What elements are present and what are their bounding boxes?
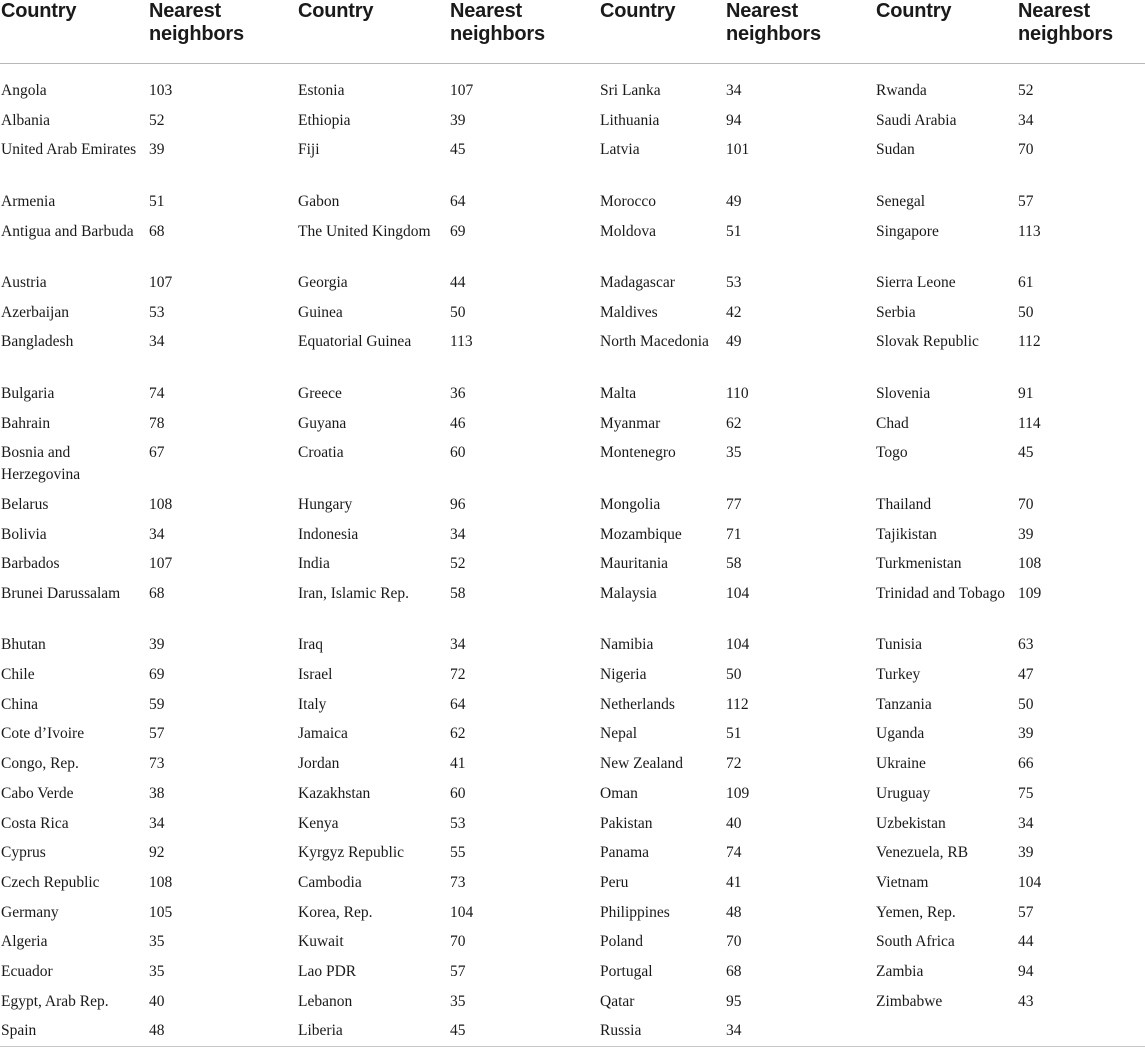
nearest-neighbors-cell: 35 — [149, 933, 165, 951]
nearest-neighbors-cell: 53 — [450, 814, 466, 832]
country-cell: Vietnam — [876, 873, 929, 891]
country-cell: Germany — [1, 903, 59, 921]
nearest-neighbors-cell: 75 — [1018, 784, 1034, 802]
country-cell: Egypt, Arab Rep. — [1, 992, 109, 1010]
nearest-neighbors-cell: 74 — [726, 844, 742, 862]
table-row — [0, 494, 1145, 524]
nearest-neighbors-cell: 114 — [1018, 414, 1041, 432]
table-row — [0, 331, 1145, 383]
country-cell: United Arab Emirates — [1, 141, 137, 159]
country-cell: Albania — [1, 111, 51, 129]
country-cell: Iraq — [298, 636, 323, 654]
country-cell: Liberia — [298, 1022, 343, 1040]
table-row — [0, 583, 1145, 635]
country-cell: Algeria — [1, 933, 48, 951]
nearest-neighbors-cell: 91 — [1018, 384, 1034, 402]
table-row — [0, 442, 1145, 494]
country-cell: Armenia — [1, 192, 56, 210]
country-cell: Montenegro — [600, 444, 676, 462]
country-cell: Bulgaria — [1, 384, 55, 402]
nearest-neighbors-cell: 50 — [1018, 303, 1034, 321]
nearest-neighbors-cell: 63 — [1018, 636, 1034, 654]
country-cell: Thailand — [876, 495, 932, 513]
country-cell: Ukraine — [876, 755, 926, 773]
nearest-neighbors-cell: 45 — [450, 1022, 466, 1040]
nearest-neighbors-cell: 44 — [450, 274, 466, 292]
nearest-neighbors-cell: 34 — [1018, 111, 1034, 129]
nearest-neighbors-cell: 68 — [149, 222, 165, 240]
nearest-neighbors-cell: 112 — [726, 695, 749, 713]
country-cell: Cabo Verde — [1, 784, 74, 802]
nearest-neighbors-cell: 103 — [149, 82, 173, 99]
nearest-neighbors-cell: 34 — [149, 814, 165, 832]
header-nearest-neighbors: Nearest neighbors — [1017, 0, 1145, 64]
country-cell: Belarus — [1, 495, 49, 513]
table-row — [0, 842, 1145, 872]
table-row — [0, 413, 1145, 443]
country-cell: Uzbekistan — [876, 814, 946, 832]
country-cell: Israel — [298, 666, 333, 684]
table-row — [0, 553, 1145, 583]
nearest-neighbors-cell: 41 — [450, 755, 466, 773]
country-cell: Croatia — [298, 444, 344, 462]
country-cell: Latvia — [600, 141, 640, 159]
nearest-neighbors-cell: 44 — [1018, 933, 1034, 951]
country-cell: Lebanon — [298, 992, 353, 1010]
country-cell: Malta — [600, 384, 637, 402]
country-cell: Yemen, Rep. — [876, 903, 956, 921]
country-cell: Czech Republic — [1, 873, 100, 891]
table-row — [0, 664, 1145, 694]
nearest-neighbors-cell: 104 — [450, 903, 474, 921]
country-cell: Pakistan — [600, 814, 653, 832]
nearest-neighbors-cell: 57 — [1018, 192, 1034, 210]
nearest-neighbors-cell: 40 — [726, 814, 742, 832]
table-row — [0, 272, 1145, 302]
country-cell: Lithuania — [600, 111, 660, 129]
nearest-neighbors-cell: 58 — [726, 555, 742, 573]
header-country: Country — [875, 0, 1017, 64]
country-cell: Turkey — [876, 666, 921, 684]
header-nearest-neighbors: Nearest neighbors — [449, 0, 599, 64]
nearest-neighbors-cell: 50 — [1018, 695, 1034, 713]
country-cell: Azerbaijan — [1, 303, 69, 321]
nearest-neighbors-cell: 55 — [450, 844, 466, 862]
country-cell: Tunisia — [876, 636, 922, 654]
country-cell: Qatar — [600, 992, 635, 1010]
country-cell: Morocco — [600, 192, 656, 210]
nearest-neighbors-cell: 69 — [450, 222, 466, 240]
nearest-neighbors-cell: 52 — [1018, 82, 1034, 99]
nearest-neighbors-cell: 34 — [450, 525, 466, 543]
nearest-neighbors-cell: 74 — [149, 384, 165, 402]
nearest-neighbors-cell: 94 — [1018, 962, 1034, 980]
country-cell: Slovenia — [876, 384, 931, 402]
nearest-neighbors-cell: 59 — [149, 695, 165, 713]
nearest-neighbors-cell: 64 — [450, 695, 466, 713]
nearest-neighbors-cell: 72 — [450, 666, 466, 684]
nearest-neighbors-cell: 35 — [450, 992, 466, 1010]
table-row — [0, 902, 1145, 932]
header-country: Country — [0, 0, 148, 64]
nearest-neighbors-cell: 48 — [149, 1022, 165, 1040]
country-cell: Togo — [876, 444, 908, 462]
country-cell: The United Kingdom — [298, 222, 431, 240]
country-cell: Cambodia — [298, 873, 362, 891]
nearest-neighbors-cell: 62 — [450, 725, 466, 743]
country-cell: Sierra Leone — [876, 274, 956, 292]
country-cell: Jordan — [298, 755, 340, 773]
nearest-neighbors-cell: 64 — [450, 192, 466, 210]
nearest-neighbors-cell: 60 — [450, 784, 466, 802]
country-cell: Chile — [1, 666, 35, 684]
nearest-neighbors-cell: 70 — [1018, 141, 1034, 159]
nearest-neighbors-cell: 113 — [1018, 222, 1041, 240]
country-cell: Mauritania — [600, 555, 669, 573]
nearest-neighbors-cell: 35 — [149, 962, 165, 980]
country-cell: South Africa — [876, 933, 955, 951]
country-cell: Rwanda — [876, 82, 927, 99]
nearest-neighbors-cell: 96 — [450, 495, 466, 513]
country-cell: Indonesia — [298, 525, 359, 543]
header-country: Country — [599, 0, 725, 64]
country-cell: Ethiopia — [298, 111, 351, 129]
table-body — [0, 80, 1145, 1050]
table-row — [0, 813, 1145, 843]
nearest-neighbors-cell: 70 — [1018, 495, 1034, 513]
country-cell: Iran, Islamic Rep. — [298, 584, 410, 602]
country-cell: Brunei Darussalam — [1, 584, 121, 602]
nearest-neighbors-cell: 107 — [450, 82, 474, 99]
nearest-neighbors-cell: 50 — [450, 303, 466, 321]
nearest-neighbors-cell: 34 — [1018, 814, 1034, 832]
nearest-neighbors-cell: 52 — [450, 555, 466, 573]
header-nearest-neighbors: Nearest neighbors — [725, 0, 875, 64]
nearest-neighbors-cell: 109 — [726, 784, 750, 802]
nearest-neighbors-cell: 104 — [726, 584, 750, 602]
nearest-neighbors-cell: 34 — [149, 525, 165, 543]
nearest-neighbors-cell: 108 — [149, 495, 173, 513]
nearest-neighbors-cell: 51 — [726, 222, 742, 240]
country-cell: Panama — [600, 844, 650, 862]
table-row — [0, 753, 1145, 783]
nearest-neighbors-cell: 104 — [726, 636, 750, 654]
nearest-neighbors-cell: 39 — [1018, 844, 1034, 862]
nearest-neighbors-cell: 61 — [1018, 274, 1034, 292]
nearest-neighbors-cell: 46 — [450, 414, 466, 432]
country-cell: Peru — [600, 873, 629, 891]
country-cell: Namibia — [600, 636, 654, 654]
country-cell: Slovak Republic — [876, 333, 979, 351]
table-row — [0, 991, 1145, 1021]
nearest-neighbors-cell: 113 — [450, 333, 473, 351]
table-row — [0, 961, 1145, 991]
country-cell: Portugal — [600, 962, 653, 980]
country-cell: Netherlands — [600, 695, 675, 713]
country-cell: Sri Lanka — [600, 82, 661, 99]
nearest-neighbors-cell: 36 — [450, 384, 466, 402]
country-cell: Costa Rica — [1, 814, 69, 832]
country-cell: Jamaica — [298, 725, 348, 743]
country-cell: Myanmar — [600, 414, 661, 432]
country-cell: Guyana — [298, 414, 347, 432]
country-cell: Zambia — [876, 962, 924, 980]
country-cell: Barbados — [1, 555, 60, 573]
country-cell: Fiji — [298, 141, 320, 159]
nearest-neighbors-cell: 62 — [726, 414, 742, 432]
table-row — [0, 302, 1145, 332]
country-cell: Cyprus — [1, 844, 46, 862]
country-cell: Moldova — [600, 222, 656, 240]
country-cell: Maldives — [600, 303, 658, 321]
country-cell: Estonia — [298, 82, 345, 99]
nearest-neighbors-cell: 39 — [1018, 725, 1034, 743]
country-cell: Lao PDR — [298, 962, 357, 980]
nearest-neighbors-cell: 45 — [1018, 444, 1034, 462]
table-row — [0, 221, 1145, 273]
country-cell: Madagascar — [600, 274, 675, 292]
country-cell: New Zealand — [600, 755, 684, 773]
nearest-neighbors-cell: 49 — [726, 333, 742, 351]
country-cell: Gabon — [298, 192, 340, 210]
country-cell: Mozambique — [600, 525, 682, 543]
country-cell: Ecuador — [1, 962, 53, 980]
nearest-neighbors-cell: 78 — [149, 414, 165, 432]
country-cell: Mongolia — [600, 495, 661, 513]
table-row — [0, 110, 1145, 140]
nearest-neighbors-cell: 34 — [149, 333, 165, 351]
country-cell: Senegal — [876, 192, 926, 210]
country-cell: Bahrain — [1, 414, 51, 432]
country-cell: Angola — [1, 82, 47, 99]
nearest-neighbors-cell: 43 — [1018, 992, 1034, 1010]
table-row — [0, 139, 1145, 191]
country-cell: China — [1, 695, 39, 713]
country-cell: Trinidad and Tobago — [876, 584, 1005, 602]
country-cell: Greece — [298, 384, 342, 402]
nearest-neighbors-cell: 108 — [1018, 555, 1042, 573]
nearest-neighbors-cell: 108 — [149, 873, 173, 891]
country-cell: Tajikistan — [876, 525, 937, 543]
nearest-neighbors-cell: 68 — [726, 962, 742, 980]
country-cell: Singapore — [876, 222, 939, 240]
nearest-neighbors-cell: 51 — [149, 192, 165, 210]
nearest-neighbors-cell: 70 — [450, 933, 466, 951]
country-cell: Antigua and Barbuda — [1, 222, 134, 240]
nearest-neighbors-cell: 57 — [149, 725, 165, 743]
country-cell: Turkmenistan — [876, 555, 962, 573]
nearest-neighbors-cell: 47 — [1018, 666, 1034, 684]
country-cell: Oman — [600, 784, 638, 802]
nearest-neighbors-cell: 112 — [1018, 333, 1041, 351]
country-cell: Guinea — [298, 303, 343, 321]
country-cell: Tanzania — [876, 695, 932, 713]
country-cell: Philippines — [600, 903, 670, 921]
country-cell: Malaysia — [600, 584, 657, 602]
nearest-neighbors-cell: 48 — [726, 903, 742, 921]
nearest-neighbors-cell: 53 — [726, 274, 742, 292]
nearest-neighbors-cell: 39 — [149, 141, 165, 159]
nearest-neighbors-cell: 92 — [149, 844, 165, 862]
nearest-neighbors-cell: 60 — [450, 444, 466, 462]
country-cell: Kenya — [298, 814, 339, 832]
nearest-neighbors-cell: 34 — [726, 82, 742, 99]
country-cell: Saudi Arabia — [876, 111, 957, 129]
nearest-neighbors-cell: 49 — [726, 192, 742, 210]
country-cell: Nepal — [600, 725, 638, 743]
table-row — [0, 524, 1145, 554]
nearest-neighbors-cell: 52 — [149, 111, 165, 129]
nearest-neighbors-cell: 57 — [450, 962, 466, 980]
nearest-neighbors-cell: 95 — [726, 992, 742, 1010]
country-cell: Bolivia — [1, 525, 47, 543]
nearest-neighbors-cell: 67 — [149, 444, 165, 462]
nearest-neighbors-cell: 70 — [726, 933, 742, 951]
nearest-neighbors-cell: 109 — [1018, 584, 1042, 602]
header-nearest-neighbors: Nearest neighbors — [148, 0, 297, 64]
nearest-neighbors-cell: 39 — [1018, 525, 1034, 543]
country-cell: Korea, Rep. — [298, 903, 373, 921]
nearest-neighbors-cell: 38 — [149, 784, 165, 802]
table-row — [0, 694, 1145, 724]
nearest-neighbors-cell: 107 — [149, 274, 173, 292]
nearest-neighbors-cell: 77 — [726, 495, 742, 513]
table-row — [0, 872, 1145, 902]
country-cell: Uruguay — [876, 784, 931, 802]
nearest-neighbors-cell: 110 — [726, 384, 749, 402]
nearest-neighbors-cell: 45 — [450, 141, 466, 159]
country-cell: Nigeria — [600, 666, 647, 684]
nearest-neighbors-cell: 35 — [726, 444, 742, 462]
country-cell: Kuwait — [298, 933, 344, 951]
header-country: Country — [297, 0, 449, 64]
country-cell: Kyrgyz Republic — [298, 844, 405, 862]
nearest-neighbors-cell: 34 — [726, 1022, 742, 1040]
table-header — [0, 0, 1145, 80]
nearest-neighbors-cell: 72 — [726, 755, 742, 773]
country-cell: Sudan — [876, 141, 915, 159]
table-row — [0, 783, 1145, 813]
country-cell: Serbia — [876, 303, 916, 321]
nearest-neighbors-cell: 71 — [726, 525, 742, 543]
nearest-neighbors-cell: 66 — [1018, 755, 1034, 773]
bottom-rule — [0, 1046, 1145, 1047]
country-cell: Cote d’Ivoire — [1, 725, 85, 743]
nearest-neighbors-cell: 105 — [149, 903, 173, 921]
country-cell: Italy — [298, 695, 327, 713]
nearest-neighbors-cell: 101 — [726, 141, 750, 159]
nearest-neighbors-cell: 42 — [726, 303, 742, 321]
nearest-neighbors-cell: 73 — [450, 873, 466, 891]
nearest-neighbors-cell: 53 — [149, 303, 165, 321]
nearest-neighbors-cell: 51 — [726, 725, 742, 743]
nearest-neighbors-cell: 73 — [149, 755, 165, 773]
nearest-neighbors-cell: 39 — [149, 636, 165, 654]
nearest-neighbors-cell: 57 — [1018, 903, 1034, 921]
country-cell: Chad — [876, 414, 909, 432]
table-row — [0, 80, 1145, 110]
country-cell: Spain — [1, 1022, 37, 1040]
country-cell: Equatorial Guinea — [298, 333, 412, 351]
country-cell: Venezuela, RB — [876, 844, 969, 862]
country-cell: India — [298, 555, 330, 573]
table-row — [0, 634, 1145, 664]
country-cell: Uganda — [876, 725, 925, 743]
country-cell: Austria — [1, 274, 47, 292]
country-cell: North Macedonia — [600, 333, 709, 351]
country-cell: Zimbabwe — [876, 992, 943, 1010]
table-row — [0, 383, 1145, 413]
nearest-neighbors-cell: 104 — [1018, 873, 1042, 891]
nearest-neighbors-cell: 39 — [450, 111, 466, 129]
country-cell: Georgia — [298, 274, 348, 292]
table-row — [0, 191, 1145, 221]
country-cell: Bhutan — [1, 636, 46, 654]
nearest-neighbors-cell: 69 — [149, 666, 165, 684]
country-cell: Hungary — [298, 495, 353, 513]
nearest-neighbors-cell: 68 — [149, 584, 165, 602]
nearest-neighbors-cell: 40 — [149, 992, 165, 1010]
country-cell: Kazakhstan — [298, 784, 371, 802]
nearest-neighbors-cell: 41 — [726, 873, 742, 891]
country-cell: Russia — [600, 1022, 642, 1040]
country-cell: Bangladesh — [1, 333, 74, 351]
nearest-neighbors-cell: 94 — [726, 111, 742, 129]
table-row — [0, 931, 1145, 961]
table-row — [0, 723, 1145, 753]
nearest-neighbors-cell: 58 — [450, 584, 466, 602]
nearest-neighbors-cell: 34 — [450, 636, 466, 654]
nearest-neighbors-cell: 50 — [726, 666, 742, 684]
country-cell: Bosnia and Herzegovina — [1, 444, 81, 483]
nearest-neighbors-cell: 107 — [149, 555, 173, 573]
country-cell: Congo, Rep. — [1, 755, 79, 773]
country-cell: Poland — [600, 933, 644, 951]
